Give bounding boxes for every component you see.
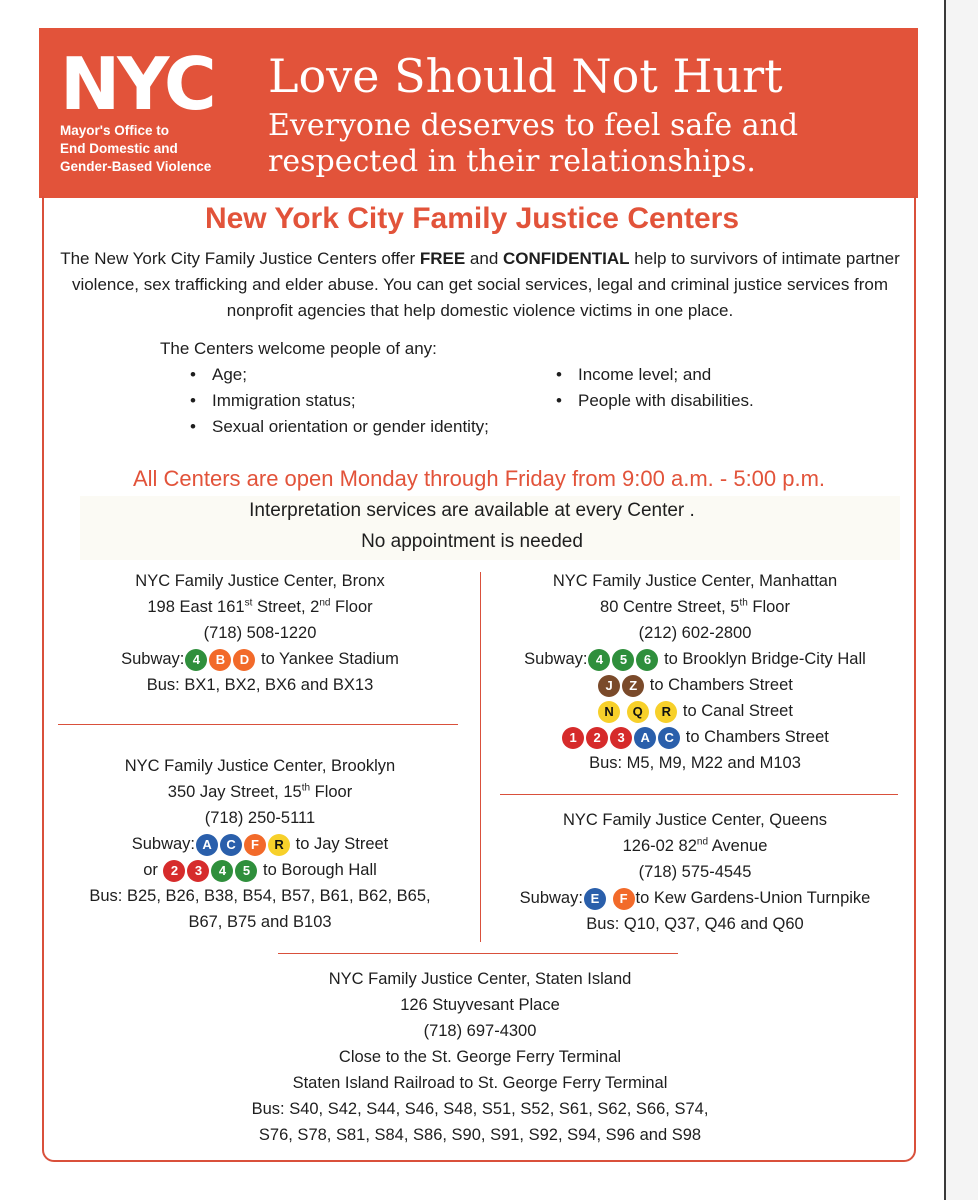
subway-line-r-icon: R <box>268 834 290 856</box>
address-sup: th <box>301 782 311 794</box>
section-divider <box>58 724 458 725</box>
intro-text: and <box>465 249 504 268</box>
subway-line-n-icon: N <box>598 701 620 723</box>
subway-row <box>490 885 900 911</box>
list-item: • Age; <box>190 362 489 388</box>
subway-row <box>50 646 470 672</box>
welcome-heading: The Centers welcome people of any: <box>160 339 437 358</box>
page-edge <box>944 0 946 1200</box>
subway-label: Subway: <box>121 650 185 668</box>
center-bus: B67, B75 and B103 <box>188 913 332 931</box>
subway-line-2-icon: 2 <box>586 727 608 749</box>
center-address: 126 Stuyvesant Place <box>400 996 560 1014</box>
subway-line-3-icon: 3 <box>610 727 632 749</box>
section-divider <box>278 953 678 954</box>
subway-line-a-icon: A <box>634 727 656 749</box>
column-divider <box>480 572 481 942</box>
center-address <box>50 779 470 805</box>
free-emphasis: FREE <box>419 249 466 268</box>
subway-line-2-icon: 2 <box>163 860 185 882</box>
subway-destination: to Canal Street <box>682 702 793 720</box>
subway-line-5-icon: 5 <box>235 860 257 882</box>
section-divider <box>500 794 898 795</box>
address-sup: nd <box>319 597 331 609</box>
hours-notice: All Centers are open Monday through Friday from 9:00 a.m. - 5:00 p.m. <box>132 466 826 491</box>
center-bus: S76, S78, S81, S84, S86, S90, S91, S92, S94, S96 and S98 <box>258 1126 702 1144</box>
subway-row <box>490 724 900 750</box>
address-text: 126-02 82 <box>622 837 697 855</box>
subway-line-j-icon: J <box>598 675 620 697</box>
address-text: Avenue <box>708 837 768 855</box>
center-name: NYC Family Justice Center, Brooklyn <box>124 757 396 775</box>
office-line: Gender-Based Violence <box>60 159 212 174</box>
subway-destination: to Jay Street <box>295 835 389 853</box>
subway-row <box>50 857 470 883</box>
list-item: • People with disabilities. <box>556 388 754 414</box>
subway-line-4-icon: 4 <box>211 860 233 882</box>
subway-line-a-icon: A <box>196 834 218 856</box>
center-name: NYC Family Justice Center, Queens <box>562 811 828 829</box>
subway-destination: to Yankee Stadium <box>260 650 399 668</box>
center-queens <box>490 807 900 937</box>
welcome-list-right <box>556 362 754 414</box>
center-phone: (212) 602-2800 <box>638 624 752 642</box>
subway-label: Subway: <box>519 889 583 907</box>
subway-row <box>490 646 900 672</box>
subway-label: Subway: <box>131 835 196 853</box>
center-address <box>50 594 470 620</box>
subway-line-1-icon: 1 <box>562 727 584 749</box>
intro-text: help to survivors of intimate partner violence, sex trafficking and elder abuse. You can get social services, legal and criminal justice services from nonprofit agencies that help domestic violence victims in one place. <box>71 249 900 320</box>
subway-destination: to Brooklyn Bridge-City Hall <box>664 650 866 668</box>
address-text: 80 Centre Street, 5 <box>600 598 740 616</box>
address-sup: st <box>244 597 253 609</box>
center-phone: (718) 575-4545 <box>638 863 752 881</box>
list-item: • Income level; and <box>556 362 754 388</box>
list-item: • Sexual orientation or gender identity; <box>190 414 489 440</box>
no-appointment-notice: No appointment is needed <box>361 531 583 552</box>
subway-row <box>490 698 900 724</box>
subway-line-f-icon: F <box>613 888 635 910</box>
subway-line-c-icon: C <box>658 727 680 749</box>
nyc-logo: NYC <box>60 42 214 126</box>
center-bus: Bus: S40, S42, S44, S46, S48, S51, S52, S61, S62, S66, S74, <box>251 1100 709 1118</box>
center-address <box>490 833 900 859</box>
subway-line-c-icon: C <box>220 834 242 856</box>
address-text: 198 East 161 <box>147 598 245 616</box>
center-name: NYC Family Justice Center, Manhattan <box>552 572 838 590</box>
confidential-emphasis: CONFIDENTIAL <box>503 249 630 268</box>
subway-line-b-icon: B <box>209 649 231 671</box>
address-text: Floor <box>747 598 790 616</box>
subway-line-q-icon: Q <box>627 701 649 723</box>
subway-line-6-icon: 6 <box>636 649 658 671</box>
center-address <box>490 594 900 620</box>
office-name <box>60 122 211 176</box>
ferry-note: Close to the St. George Ferry Terminal <box>338 1048 622 1066</box>
intro-text: The New York City Family Justice Centers offer <box>60 249 420 268</box>
interpretation-notice: Interpretation services are available at every Center . <box>249 500 695 521</box>
railroad-note: Staten Island Railroad to St. George Ferry Terminal <box>292 1074 668 1092</box>
headline: Love Should Not Hurt <box>268 49 783 103</box>
subheadline: Everyone deserves to feel safe and respected in their relationships. <box>268 108 799 179</box>
subway-destination: to Chambers Street <box>685 728 829 746</box>
subway-line-4-icon: 4 <box>185 649 207 671</box>
page-title: New York City Family Justice Centers <box>204 202 740 235</box>
subway-line-f-icon: F <box>244 834 266 856</box>
subway-line-4-icon: 4 <box>588 649 610 671</box>
subway-line-r-icon: R <box>655 701 677 723</box>
center-phone: (718) 697-4300 <box>423 1022 537 1040</box>
center-bus: Bus: BX1, BX2, BX6 and BX13 <box>146 676 374 694</box>
subway-line-e-icon: E <box>584 888 606 910</box>
address-sup: th <box>739 597 748 609</box>
subway-line-z-icon: Z <box>622 675 644 697</box>
subway-line-d-icon: D <box>233 649 255 671</box>
center-bus: Bus: Q10, Q37, Q46 and Q60 <box>586 915 804 933</box>
address-text: Floor <box>330 598 373 616</box>
center-manhattan <box>490 568 900 776</box>
office-line: Mayor's Office to <box>60 123 169 138</box>
center-brooklyn <box>50 753 470 935</box>
center-phone: (718) 508-1220 <box>203 624 317 642</box>
subway-line-3-icon: 3 <box>187 860 209 882</box>
subway-prefix: or <box>143 861 158 879</box>
center-phone: (718) 250-5111 <box>204 809 316 827</box>
subway-destination: to Chambers Street <box>649 676 793 694</box>
list-item: • Immigration status; <box>190 388 489 414</box>
subway-destination: to Kew Gardens-Union Turnpike <box>635 889 871 907</box>
subway-row <box>50 831 470 857</box>
address-text: 350 Jay Street, 15 <box>167 783 302 801</box>
subway-row <box>490 672 900 698</box>
address-text: Floor <box>310 783 353 801</box>
address-text: Street, 2 <box>252 598 320 616</box>
center-bus: Bus: M5, M9, M22 and M103 <box>589 754 801 772</box>
center-name: NYC Family Justice Center, Bronx <box>135 572 385 590</box>
subway-label: Subway: <box>524 650 588 668</box>
center-staten-island <box>100 966 860 1148</box>
address-sup: nd <box>696 836 709 848</box>
center-name: NYC Family Justice Center, Staten Island <box>328 970 632 988</box>
center-bronx <box>50 568 470 698</box>
intro-paragraph <box>50 246 910 324</box>
subway-destination: to Borough Hall <box>263 861 377 879</box>
welcome-list-left <box>190 362 489 440</box>
subway-line-5-icon: 5 <box>612 649 634 671</box>
center-bus: Bus: B25, B26, B38, B54, B57, B61, B62, B65, <box>89 887 431 905</box>
office-line: End Domestic and <box>60 141 178 156</box>
